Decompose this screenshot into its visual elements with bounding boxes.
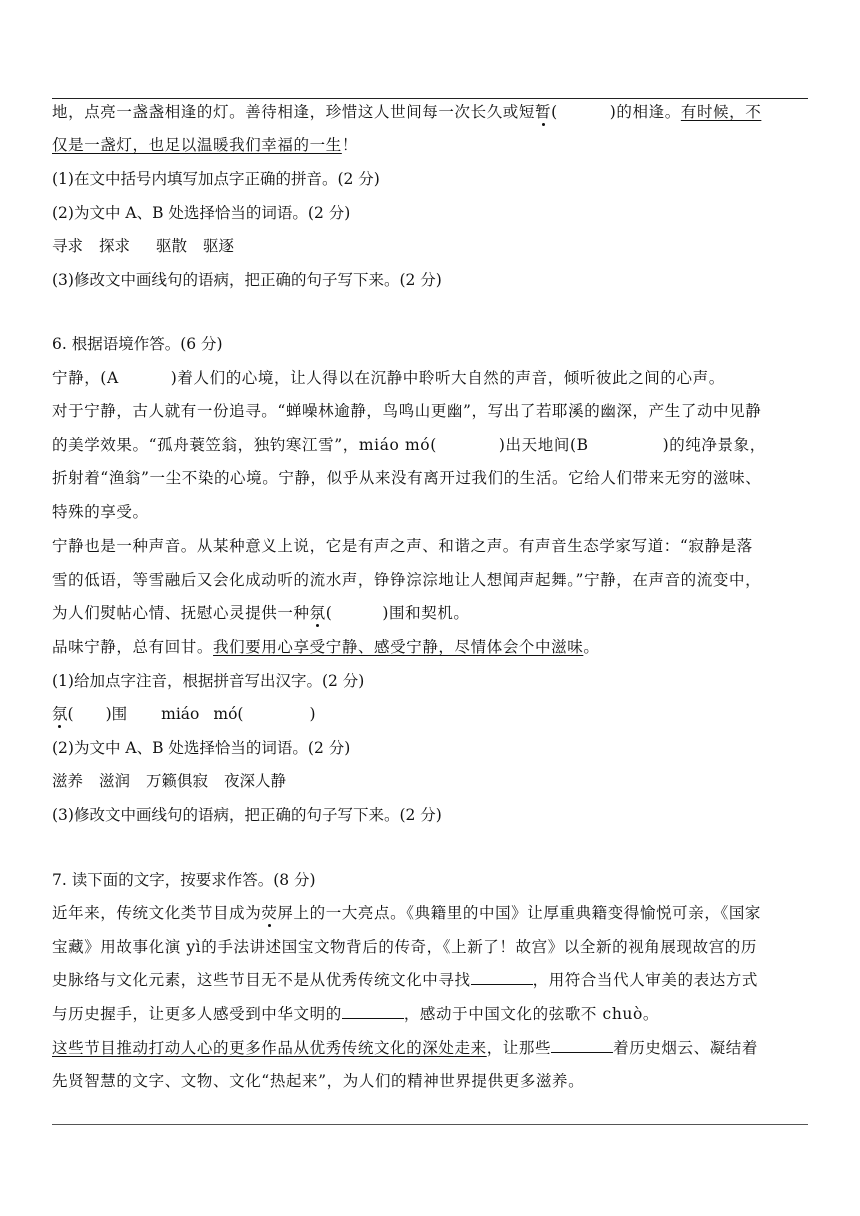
word-option: 驱散: [156, 237, 188, 255]
word-option: 夜深人静: [224, 772, 287, 790]
dotted-char: 氛: [52, 705, 68, 723]
q5-sub-question-3: (3)修改文中画线句的语病，把正确的句子写下来。(2 分): [52, 271, 442, 289]
q6-paren-open: (: [325, 604, 333, 622]
underlined-sentence: 这些节目推动打动人心的更多作品从优秀传统文化的深处走来: [52, 1039, 487, 1057]
q5-text: )的相逢。: [609, 103, 681, 121]
q6-sub-question-2: (2)为文中 A、B 处选择恰当的词语。(2 分): [52, 739, 351, 757]
q6-para-3-line-3: [52, 603, 812, 623]
q6-text: (: [67, 705, 74, 723]
q6-para-2-line-4: 特殊的享受。: [52, 503, 149, 521]
q5-sub-question-2: (2)为文中 A、B 处选择恰当的词语。(2 分): [52, 204, 351, 222]
q6-text: miáo: [161, 705, 200, 723]
q7-line-2: 宝藏》用故事化演 yì的手法讲述国宝文物背后的传奇，《上新了！故宫》以全新的视角展现故宫的历: [52, 938, 757, 956]
q6-text: )的纯净景象，: [662, 436, 766, 454]
q6-para-2-line-1: 对于宁静，古人就有一份追寻。“蝉噪林逾静，鸟鸣山更幽”，写出了若耶溪的幽深，产生了动中见静: [52, 402, 762, 420]
q6-text: 。: [583, 638, 600, 656]
q6-sub-question-1: (1)给加点字注音，根据拼音写出汉字。(2 分): [52, 672, 365, 690]
q7-line-6: 先贤智慧的文字、文物、文化“热起来”，为人们的精神世界提供更多滋养。: [52, 1072, 585, 1090]
q6-sub-question-3: (3)修改文中画线句的语病，把正确的句子写下来。(2 分): [52, 806, 442, 824]
bottom-rule: [52, 1124, 808, 1125]
word-option: 滋养: [52, 772, 84, 790]
q7-line-3: [52, 970, 812, 990]
dotted-char: 暂: [535, 103, 552, 121]
q5-paren-open: (: [551, 103, 558, 121]
q7-text: 屏上的一大亮点。《典籍里的中国》让厚重典籍变得愉悦可亲，《国家: [277, 904, 762, 922]
underlined-sentence: 我们要用心享受宁静、感受宁静，尽情体会个中滋味: [213, 638, 584, 656]
q7-line-4: [52, 1004, 812, 1024]
dotted-char: 氛: [309, 604, 326, 622]
q6-text: ): [309, 705, 316, 723]
q6-answer-line: [52, 704, 812, 724]
q6-para-3-line-1: 宁静也是一种声音。从某种意义上说，它是有声之声、和谐之声。有声音生态学家写道：“寂静是落: [52, 537, 753, 555]
q7-line-5: [52, 1038, 812, 1058]
q5-word-options: [52, 236, 812, 256]
fill-blank-3[interactable]: [551, 1038, 613, 1053]
dotted-char: 荧: [261, 904, 278, 922]
q6-para-3-line-2: 雪的低语，等雪融后又会化成动听的流水声，铮铮淙淙地让人想闻声起舞。”宁静，在声音的流变中，: [52, 571, 762, 589]
q5-text: 地，点亮一盏盏相逢的灯。善待相逢，珍惜这人世间每一次长久或短: [52, 103, 536, 121]
q6-text: mó(: [213, 705, 244, 723]
word-option: 滋润: [99, 772, 131, 790]
top-rule: [52, 98, 808, 99]
q5-passage-line-2: [52, 135, 812, 155]
q6-word-options: [52, 771, 812, 791]
q6-text: 的美学效果。“孤舟蓑笠翁，独钓寒江雪”，miáo mó(: [52, 436, 437, 454]
word-option: 探求: [99, 237, 131, 255]
word-option: 寻求: [52, 237, 84, 255]
word-option: 万籁俱寂: [146, 772, 209, 790]
q6-text: )围和契机。: [382, 604, 470, 622]
q6-text: )出天地间(B: [498, 436, 589, 454]
q6-para-4: [52, 637, 812, 657]
q7-text: ，让那些: [486, 1039, 552, 1057]
q5-passage-line-1: [52, 102, 812, 122]
q6-text: )着人们的心境，让人得以在沉静中聆听大自然的声音，倾听彼此之间的心声。: [170, 369, 725, 387]
q7-heading: 7. 读下面的文字，按要求作答。(8 分): [52, 871, 316, 889]
q7-text: 着历史烟云、凝结着: [613, 1039, 759, 1057]
q6-text: 为人们熨帖心情、抚慰心灵提供一种: [52, 604, 310, 622]
q5-text: ！: [341, 136, 358, 154]
q6-text: 品味宁静，总有回甘。: [52, 638, 214, 656]
q6-para-2-line-2: [52, 435, 812, 455]
q6-para-2-line-3: 折射着“渔翁”一尘不染的心境。宁静，似乎从来没有离开过我们的生活。它给人们带来无穷的滋味、: [52, 469, 762, 487]
fill-blank-2[interactable]: [342, 1004, 404, 1019]
q6-heading: 6. 根据语境作答。(6 分): [52, 335, 223, 353]
fill-blank-1[interactable]: [471, 970, 533, 985]
q6-text: 宁静，(A: [52, 369, 119, 387]
q7-line-1: [52, 903, 812, 923]
underlined-sentence: 有时候，不: [680, 103, 762, 121]
underlined-sentence: 仅是一盏灯，也足以温暖我们幸福的一生: [52, 136, 342, 154]
q7-text: ，用符合当代人审美的表达方式: [532, 971, 759, 989]
q7-text: 史脉络与文化元素，这些节目无不是从优秀传统文化中寻找: [52, 971, 471, 989]
q6-text: )围: [105, 705, 128, 723]
q5-sub-question-1: (1)在文中括号内填写加点字正确的拼音。(2 分): [52, 170, 380, 188]
word-option: 驱逐: [203, 237, 235, 255]
q7-text: 近年来，传统文化类节目成为: [52, 904, 262, 922]
q7-text: ，感动于中国文化的弦歌不 chuò。: [403, 1005, 660, 1023]
q7-text: 与历史握手，让更多人感受到中华文明的: [52, 1005, 342, 1023]
q6-para-1: [52, 368, 812, 388]
